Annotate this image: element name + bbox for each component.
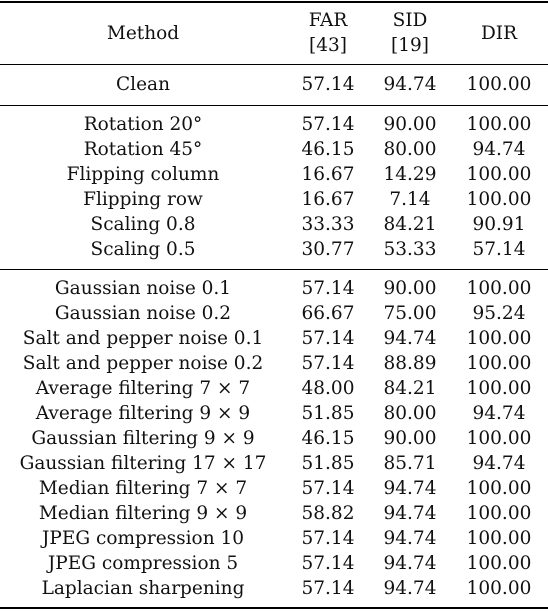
method-cell: Gaussian noise 0.2 (54, 303, 232, 324)
header-method: Method (106, 23, 180, 44)
method-cell: Flipping row (83, 189, 203, 210)
far-cell: 57.14 (301, 578, 355, 599)
sid-cell: 84.21 (383, 378, 437, 399)
dir-cell: 100.00 (466, 114, 532, 135)
method-cell: Salt and pepper noise 0.1 (22, 328, 264, 349)
method-cell: Scaling 0.5 (90, 239, 196, 260)
method-cell: Average filtering 9 × 9 (35, 403, 251, 424)
top-rule (0, 1, 548, 3)
far-cell: 51.85 (301, 453, 355, 474)
far-cell: 33.33 (301, 214, 355, 235)
dir-cell: 100.00 (466, 378, 532, 399)
method-cell: Gaussian noise 0.1 (54, 278, 232, 299)
far-cell: 57.14 (301, 553, 355, 574)
sid-cell: 75.00 (383, 303, 437, 324)
method-cell: Salt and pepper noise 0.2 (22, 353, 264, 374)
method-cell: Clean (116, 74, 170, 95)
far-cell: 66.67 (301, 303, 355, 324)
method-cell: Rotation 45° (83, 139, 203, 160)
far-cell: 16.67 (301, 164, 355, 185)
method-cell: Gaussian filtering 9 × 9 (31, 428, 255, 449)
sid-cell: 90.00 (383, 428, 437, 449)
method-cell: Median filtering 9 × 9 (38, 503, 248, 524)
dir-cell: 100.00 (466, 164, 532, 185)
dir-cell: 100.00 (466, 553, 532, 574)
dir-cell: 94.74 (472, 139, 526, 160)
header-far-line1: FAR (308, 10, 348, 31)
sid-cell: 7.14 (389, 189, 431, 210)
dir-cell: 100.00 (466, 278, 532, 299)
sid-cell: 94.74 (383, 553, 437, 574)
far-cell: 57.14 (301, 278, 355, 299)
method-cell: Rotation 20° (83, 114, 203, 135)
sid-cell: 80.00 (383, 139, 437, 160)
method-cell: JPEG compression 5 (47, 553, 239, 574)
sid-cell: 84.21 (383, 214, 437, 235)
dir-cell: 100.00 (466, 328, 532, 349)
method-cell: Average filtering 7 × 7 (35, 378, 251, 399)
far-cell: 58.82 (301, 503, 355, 524)
method-cell: Scaling 0.8 (90, 214, 196, 235)
dir-cell: 94.74 (472, 453, 526, 474)
dir-cell: 100.00 (466, 528, 532, 549)
header-rule (0, 64, 548, 65)
dir-cell: 100.00 (466, 428, 532, 449)
method-cell: JPEG compression 10 (41, 528, 245, 549)
far-cell: 57.14 (301, 528, 355, 549)
far-cell: 46.15 (301, 428, 355, 449)
far-cell: 57.14 (301, 353, 355, 374)
sid-cell: 88.89 (383, 353, 437, 374)
dir-cell: 100.00 (466, 74, 532, 95)
far-cell: 30.77 (301, 239, 355, 260)
sid-cell: 94.74 (383, 478, 437, 499)
far-cell: 57.14 (301, 114, 355, 135)
method-cell: Median filtering 7 × 7 (38, 478, 248, 499)
far-cell: 48.00 (301, 378, 355, 399)
sid-cell: 94.74 (383, 578, 437, 599)
bottom-rule (0, 607, 548, 609)
far-cell: 46.15 (301, 139, 355, 160)
method-cell: Flipping column (66, 164, 220, 185)
dir-cell: 90.91 (472, 214, 526, 235)
dir-cell: 100.00 (466, 503, 532, 524)
dir-cell: 100.00 (466, 353, 532, 374)
group-separator-rule (0, 269, 548, 270)
group-separator-rule (0, 105, 548, 106)
dir-cell: 100.00 (466, 189, 532, 210)
far-cell: 16.67 (301, 189, 355, 210)
sid-cell: 94.74 (383, 74, 437, 95)
far-cell: 57.14 (301, 328, 355, 349)
sid-cell: 94.74 (383, 328, 437, 349)
header-far-line2: [43] (309, 35, 347, 56)
method-cell: Laplacian sharpening (41, 578, 245, 599)
method-cell: Gaussian filtering 17 × 17 (19, 453, 267, 474)
far-cell: 57.14 (301, 478, 355, 499)
header-dir: DIR (480, 23, 518, 44)
header-sid-line1: SID (392, 10, 428, 31)
dir-cell: 100.00 (466, 578, 532, 599)
dir-cell: 100.00 (466, 478, 532, 499)
dir-cell: 57.14 (472, 239, 526, 260)
sid-cell: 94.74 (383, 503, 437, 524)
sid-cell: 94.74 (383, 528, 437, 549)
header-sid-line2: [19] (391, 35, 429, 56)
sid-cell: 90.00 (383, 278, 437, 299)
sid-cell: 14.29 (383, 164, 437, 185)
sid-cell: 85.71 (383, 453, 437, 474)
far-cell: 51.85 (301, 403, 355, 424)
sid-cell: 80.00 (383, 403, 437, 424)
dir-cell: 94.74 (472, 403, 526, 424)
far-cell: 57.14 (301, 74, 355, 95)
sid-cell: 53.33 (383, 239, 437, 260)
dir-cell: 95.24 (472, 303, 526, 324)
sid-cell: 90.00 (383, 114, 437, 135)
